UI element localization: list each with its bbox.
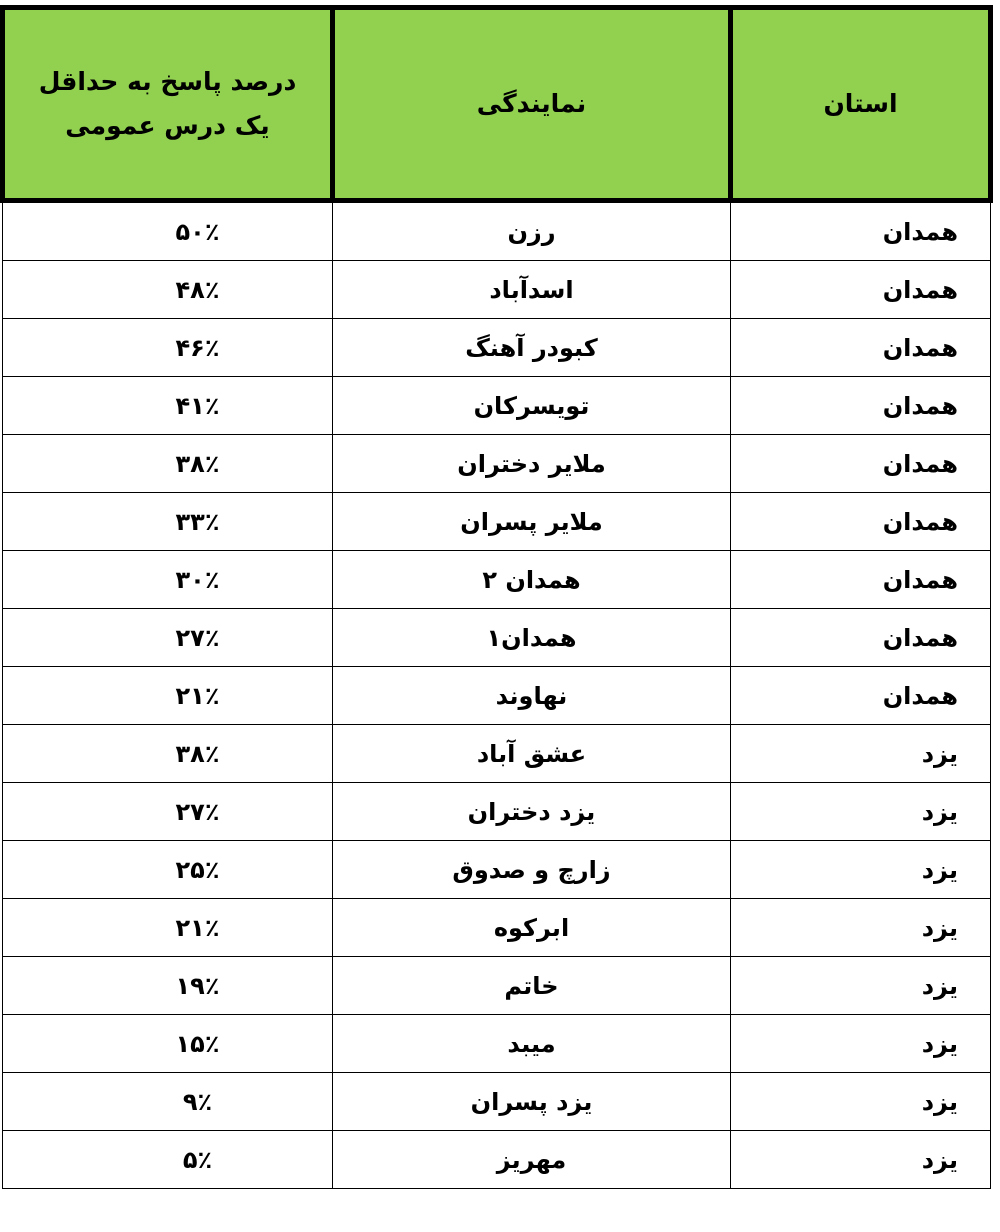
- province-cell: یزد: [731, 783, 991, 841]
- percent-cell: ۱۹٪: [3, 957, 333, 1015]
- percent-cell: ۳۳٪: [3, 493, 333, 551]
- table-row: [3, 1015, 991, 1073]
- province-cell: یزد: [731, 725, 991, 783]
- percent-cell: ۵٪: [3, 1131, 333, 1189]
- table-row: [3, 899, 991, 957]
- province-cell: همدان: [731, 667, 991, 725]
- table-row: [3, 319, 991, 377]
- table-row: [3, 435, 991, 493]
- table-row: [3, 667, 991, 725]
- agency-cell: نهاوند: [333, 667, 731, 725]
- percent-cell: ۹٪: [3, 1073, 333, 1131]
- agency-cell: یزد پسران: [333, 1073, 731, 1131]
- province-cell: یزد: [731, 841, 991, 899]
- agency-cell: اسدآباد: [333, 261, 731, 319]
- table-row: [3, 1073, 991, 1131]
- percent-cell: ۵۰٪: [3, 201, 333, 261]
- province-cell: یزد: [731, 899, 991, 957]
- province-cell: همدان: [731, 551, 991, 609]
- agency-column-header: نمایندگی: [333, 8, 731, 201]
- agency-cell: مهریز: [333, 1131, 731, 1189]
- percent-cell: ۲۷٪: [3, 609, 333, 667]
- table-row: [3, 261, 991, 319]
- percent-cell: ۴۱٪: [3, 377, 333, 435]
- percent-cell: ۴۸٪: [3, 261, 333, 319]
- province-cell: یزد: [731, 957, 991, 1015]
- percent-cell: ۳۸٪: [3, 435, 333, 493]
- percent-cell: ۲۱٪: [3, 667, 333, 725]
- table-container: [5, 5, 993, 1189]
- agency-cell: همدان۱: [333, 609, 731, 667]
- agency-cell: عشق آباد: [333, 725, 731, 783]
- response-rate-table: [0, 5, 993, 1189]
- percent-cell: ۲۵٪: [3, 841, 333, 899]
- province-cell: همدان: [731, 435, 991, 493]
- table-row: [3, 377, 991, 435]
- table-row: [3, 493, 991, 551]
- table-body: [3, 201, 991, 1189]
- table-row: [3, 783, 991, 841]
- province-cell: همدان: [731, 201, 991, 261]
- agency-cell: خاتم: [333, 957, 731, 1015]
- province-cell: همدان: [731, 261, 991, 319]
- province-cell: همدان: [731, 319, 991, 377]
- table-row: [3, 551, 991, 609]
- table-row: [3, 201, 991, 261]
- header-row: [3, 8, 991, 201]
- province-cell: یزد: [731, 1131, 991, 1189]
- table-row: [3, 1131, 991, 1189]
- agency-cell: تویسرکان: [333, 377, 731, 435]
- agency-cell: همدان ۲: [333, 551, 731, 609]
- agency-cell: رزن: [333, 201, 731, 261]
- province-cell: همدان: [731, 377, 991, 435]
- province-cell: همدان: [731, 609, 991, 667]
- province-column-header: استان: [731, 8, 991, 201]
- percent-cell: ۳۸٪: [3, 725, 333, 783]
- percent-cell: ۱۵٪: [3, 1015, 333, 1073]
- percent-column-header: درصد پاسخ به حداقل یک درس عمومی: [3, 8, 333, 201]
- table-row: [3, 609, 991, 667]
- agency-cell: یزد دختران: [333, 783, 731, 841]
- percent-cell: ۲۱٪: [3, 899, 333, 957]
- table-header: [3, 8, 991, 201]
- agency-cell: زارچ و صدوق: [333, 841, 731, 899]
- percent-cell: ۴۶٪: [3, 319, 333, 377]
- province-cell: یزد: [731, 1015, 991, 1073]
- table-row: [3, 725, 991, 783]
- agency-cell: ملایر پسران: [333, 493, 731, 551]
- table-row: [3, 841, 991, 899]
- agency-cell: کبودر آهنگ: [333, 319, 731, 377]
- percent-cell: ۳۰٪: [3, 551, 333, 609]
- agency-cell: ملایر دختران: [333, 435, 731, 493]
- agency-cell: میبد: [333, 1015, 731, 1073]
- province-cell: یزد: [731, 1073, 991, 1131]
- province-cell: همدان: [731, 493, 991, 551]
- table-row: [3, 957, 991, 1015]
- percent-cell: ۲۷٪: [3, 783, 333, 841]
- agency-cell: ابرکوه: [333, 899, 731, 957]
